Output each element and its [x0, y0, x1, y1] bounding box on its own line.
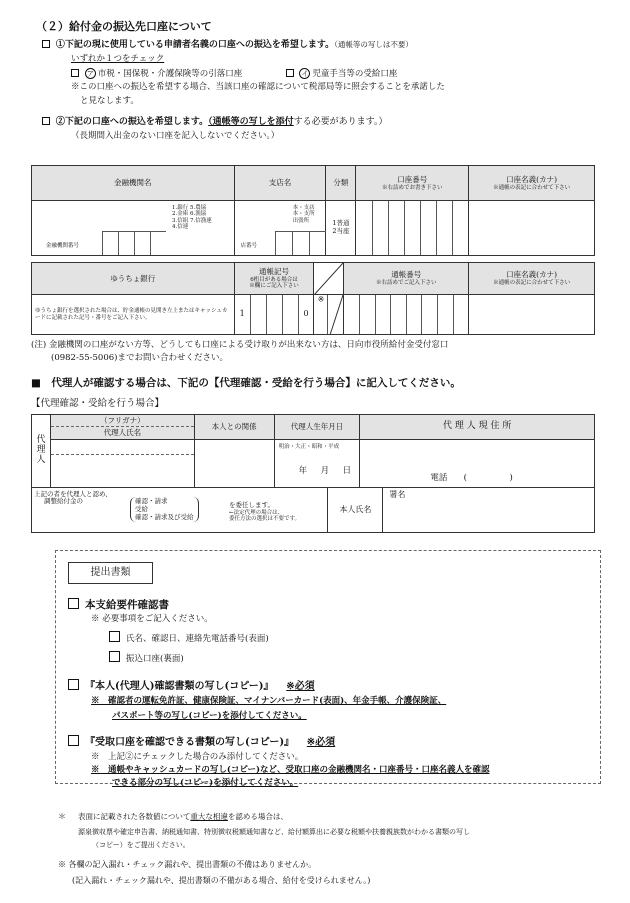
option-b-checkbox[interactable]: [286, 69, 294, 77]
option-1-label: ①下記の現に使用している申請者名義の口座への振込を希望します。: [55, 40, 335, 50]
account-number-header: 口座番号 ※右詰めでお書き下さい: [356, 166, 469, 201]
footer-line-3: （コピー）をご提出ください。: [92, 841, 190, 849]
category-cell[interactable]: 1普通 2当座: [326, 201, 356, 256]
choose-one-text: いずれか１つをチェック: [71, 54, 165, 64]
bank-code-label: 金融機関番号: [46, 242, 80, 249]
doc-item-3: [68, 735, 335, 749]
account-number-note: ※右詰めでお書き下さい: [382, 184, 443, 191]
note-line-1: (注) 金融機関の口座がない方等、どうしても口座による受け取りが出来ない方は、日向市役所給付金受付窓口: [31, 340, 449, 350]
documents-title: 提出書類: [68, 562, 153, 584]
relation-cell[interactable]: [194, 440, 274, 488]
bank-code-boxes[interactable]: [102, 231, 166, 255]
yucho-holder-note: ※通帳の表記に合わせて下さい: [493, 280, 571, 287]
branch-type-list: 本・支店 本・支所 出張所: [292, 205, 315, 224]
delegation-text: 上記の者を代理人と認め、 調整給付金の: [34, 490, 112, 506]
option-2-tail: する必要があります。）: [293, 117, 388, 127]
signature-label: 署名: [389, 490, 406, 499]
doc-item-1-checkbox[interactable]: [68, 598, 79, 609]
option-2-attach: （通帳等の写しを添付: [208, 117, 294, 127]
sixth-digit-mark: ※: [314, 295, 328, 334]
bank-name-header: 金融機関名: [32, 166, 235, 201]
sixth-digit-cell[interactable]: [314, 295, 344, 335]
proxy-bracket-title: 【代理確認・受給を行う場合】: [31, 398, 165, 409]
doc-sub-1-label: 氏名、確認日、連絡先電話番号(表面): [126, 634, 269, 644]
bank-account-table: [31, 165, 595, 256]
delegation-table: [31, 487, 595, 533]
option-b-label: 児童手当等の受給口座: [312, 69, 398, 79]
account-holder-note: ※通帳の表記に合わせて下さい: [493, 184, 571, 191]
delegation-option-1: 確認・請求: [135, 497, 168, 505]
phone-line: [430, 473, 512, 484]
option-2-row: [42, 117, 387, 129]
proxy-table: [31, 414, 595, 488]
doc-item-2-note-2: パスポート等の写し(コピー)を添付してください。: [112, 711, 307, 721]
doc-sub-2-checkbox[interactable]: [109, 651, 120, 662]
phone-label: 電話: [430, 472, 448, 483]
option-1-checkbox[interactable]: [42, 40, 50, 48]
option-b-mark: イ: [301, 70, 309, 78]
ymd-labels: 年 月 日: [298, 466, 352, 476]
doc-item-1-label: 本支給要件確認書: [85, 599, 169, 611]
option-a-label: 市税・国保税・介護保険等の引落口座: [97, 69, 243, 79]
doc-sub-2-label: 振込口座(裏面): [126, 654, 184, 664]
doc-item-3-label: 『受取口座を確認できる書類の写し(コピー)』: [85, 737, 295, 748]
branch-code-boxes[interactable]: [275, 231, 326, 255]
doc-sub-1-checkbox[interactable]: [109, 631, 120, 642]
doc-item-2-required: ※必須: [286, 681, 315, 692]
proxy-heading: ■ 代理人が確認する場合は、下記の【代理確認・受給を行う場合】に記入してください。: [31, 377, 461, 389]
yucho-table: [31, 262, 595, 335]
birthdate-cell[interactable]: [274, 440, 360, 488]
option-a-checkbox[interactable]: [71, 69, 79, 77]
doc-item-3-required: ※必須: [306, 737, 336, 748]
doc-item-1: [68, 598, 169, 613]
delegation-options[interactable]: [130, 497, 199, 522]
option-1-row: [42, 40, 413, 52]
signature-cell[interactable]: [383, 488, 595, 533]
passbook-number-header: 通帳番号 ※右詰めでご記入下さい: [344, 263, 469, 295]
yucho-holder-header: 口座名義(カナ) ※通帳の表記に合わせて下さい: [469, 263, 595, 295]
consent-line-2: と見なします。: [80, 96, 139, 106]
bank-type-list: 1.銀行 5.農協 2.金庫 6.漁協 3.信組 7.信漁連 4.信連: [172, 205, 212, 230]
passbook-symbol-boxes[interactable]: 1 0: [234, 295, 314, 335]
doc-item-2-checkbox[interactable]: [68, 679, 79, 690]
note-line-2: (0982-55-5006)までお問い合わせください。: [51, 353, 228, 363]
entrust-note-2: 委任方法の選択は不要です。: [229, 516, 301, 523]
proxy-name-header: 代理人氏名: [50, 427, 194, 440]
slash-line: [314, 263, 344, 295]
delegation-cell: [32, 488, 328, 533]
footer-line-1: 表面に記載された各数値について重大な相違を認める場合は、: [78, 812, 288, 821]
option-1-note: （通帳等の写しは不要）: [334, 40, 413, 49]
doc-item-1-sub-1: [109, 631, 269, 645]
passbook-symbol-header: 通帳記号 6桁目がある場合は ※欄にご記入下さい: [234, 263, 314, 295]
yucho-slash-cell: [314, 263, 344, 295]
footer-check-1: ※ 各欄の記入漏れ・チェック漏れや、提出書類の不備はありませんか。: [58, 860, 317, 869]
address-header: 代 理 人 現 住 所: [360, 415, 595, 440]
account-holder-header: 口座名義(カナ) ※通帳の表記に合わせて下さい: [469, 166, 595, 201]
doc-item-1-note: ※ 必要事項をご記入ください。: [91, 614, 213, 624]
option-2-note: （長期間入出金のない口座を記入しないでください。）: [71, 131, 280, 141]
passbook-number-boxes[interactable]: [344, 295, 469, 335]
address-cell[interactable]: [360, 440, 595, 488]
option-a-mark: ア: [86, 70, 94, 78]
doc-item-3-note-2: ※ 通帳やキャッシュカードの写し(コピー)など、受取口座の金融機関名・口座番号・口座名義人を確認: [91, 765, 490, 775]
footer-emphasis: 重大な相違: [190, 812, 228, 821]
section-title: （２）給付金の振込先口座について: [36, 20, 212, 33]
slash-line-lower: [314, 295, 344, 335]
doc-item-3-note-3: できる部分の写し(コピー)を添付してください。: [112, 778, 299, 788]
entrust-text: を委任します。 ←法定代理の場合は、 委任方法の選択は不要です。: [229, 501, 301, 523]
era-options: 明治・大正・昭和・平成: [278, 444, 340, 450]
proxy-name-cell[interactable]: [50, 440, 194, 488]
branch-code-label: 店番号: [240, 242, 258, 249]
option-2-label: ②下記の口座への振込を希望します。: [55, 117, 209, 127]
option-2-checkbox[interactable]: [42, 117, 50, 125]
doc-item-2-note-1: ※ 確認者の運転免許証、健康保険証、マイナンバーカード(表面)、年金手帳、介護保険証、: [91, 696, 447, 706]
branch-name-header: 支店名: [234, 166, 326, 201]
consent-line-1: ※この口座への振込を希望する場合、当該口座の確認について税部局等に照会することを承諾した: [71, 82, 445, 92]
phone-paren: ( ): [463, 472, 513, 483]
category-header: 分類: [326, 166, 356, 201]
account-holder-cell[interactable]: [469, 201, 595, 256]
doc-item-3-checkbox[interactable]: [68, 735, 79, 746]
option-1-choices: [71, 68, 397, 80]
self-name-label: 本人氏名: [328, 488, 383, 533]
yucho-holder-cell[interactable]: [469, 295, 595, 335]
delegation-option-3: 確認・請求及び受給: [135, 512, 194, 521]
yucho-description: ゆうちょ銀行を選択された場合は、貯金通帳の見開き左上またはキャッシュカードに記載された記号・番号をご記入下さい。: [32, 295, 235, 335]
doc-item-2: [68, 679, 315, 693]
doc-item-1-sub-2: [109, 651, 184, 665]
furigana-header: （フリガナ）: [50, 415, 194, 427]
branch-name-cell[interactable]: [234, 201, 326, 256]
doc-item-3-note-1: ※ 上記②にチェックした場合のみ添付してください。: [91, 752, 304, 762]
doc-item-2-label: 『本人(代理人)確認書類の写し(コピー)』: [85, 681, 274, 692]
footer-star: ＊: [58, 812, 66, 821]
passbook-symbol-note-2: ※欄にご記入下さい: [249, 283, 299, 290]
passbook-symbol-note-1: 6桁目がある場合は: [250, 277, 298, 284]
footer-line-2: 源泉徴収票や確定申告書、納税通知書、特別徴収税額通知書など、給付額算出に必要な税額や扶養親族数がわかる書類の写し: [78, 828, 470, 836]
account-number-boxes[interactable]: [356, 201, 469, 256]
bank-name-cell[interactable]: [32, 201, 235, 256]
footer-check-2: (記入漏れ・チェック漏れや、提出書類の不備がある場合、給付を受けられません。): [72, 876, 371, 885]
birthdate-header: 代理人生年月日: [274, 415, 360, 440]
relation-header: 本人との関係: [194, 415, 274, 440]
passbook-number-note: ※右詰めでご記入下さい: [376, 280, 437, 287]
proxy-side-label: 代理人: [32, 415, 51, 488]
yucho-name-header: ゆうちょ銀行: [32, 263, 235, 295]
entrust-note-1: ←法定代理の場合は、: [229, 509, 284, 516]
delegation-option-2: 受給: [135, 504, 148, 513]
